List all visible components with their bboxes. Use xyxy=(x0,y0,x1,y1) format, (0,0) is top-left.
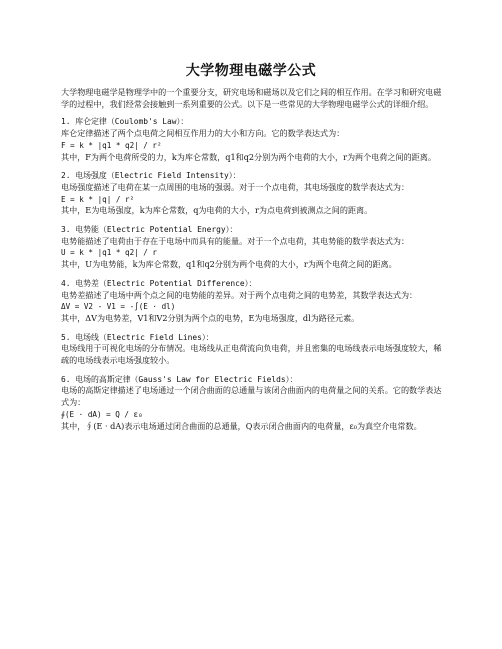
section-heading: 3. 电势能（Electric Potential Energy）： xyxy=(61,225,238,235)
section-heading: 6. 电场的高斯定律（Gauss's Law for Electric Fields）： xyxy=(61,374,298,384)
section-description: 电势差描述了电场中两个点之间的电势能的差异。对于两个点电荷之间的电势差，其数学表达式为： xyxy=(61,289,418,300)
section-coulomb-law xyxy=(61,116,449,163)
section-description: 电场的高斯定律描述了电场通过一个闭合曲面的总通量与该闭合曲面内的电荷量之间的关系。它的数学表达式为： xyxy=(61,385,442,408)
section-formula: ∮(E · dA) = Q / ε₀ xyxy=(61,409,143,419)
section-formula: ΔV = V2 - V1 = -∫(E · dl) xyxy=(61,302,176,312)
intro-paragraph: 大学物理电磁学是物理学中的一个重要分支，研究电场和磁场以及它们之间的相互作用。在学习和研究电磁学的过程中，我们经常会接触到一系列重要的公式。以下是一些常见的大学物理电磁学公式的详细介绍。 xyxy=(61,87,442,109)
section-formula: U = k * |q1 * q2| / r xyxy=(61,248,158,258)
section-explanation: 其中，∮(E · dA)表示电场通过闭合曲面的总通量，Q表示闭合曲面内的电荷量，ε₀为真空介电常数。 xyxy=(61,420,422,431)
document-title: 大学物理电磁学公式 xyxy=(185,63,317,79)
section-explanation: 其中，ΔV为电势差，V1和V2分别为两个点的电势，E为电场强度，dl为路径元素。 xyxy=(61,312,360,323)
section-description: 电势能描述了电荷由于存在于电场中而具有的能量。对于一个点电荷，其电势能的数学表达式为： xyxy=(61,235,410,246)
section-description: 电场线用于可视化电场的分布情况。电场线从正电荷流向负电荷，并且密集的电场线表示电场强度较大，稀疏的电场线表示电场强度较小。 xyxy=(61,343,442,366)
section-heading: 4. 电势差（Electric Potential Difference）： xyxy=(61,278,257,288)
section-description: 库仑定律描述了两个点电荷之间相互作用力的大小和方向。它的数学表达式为： xyxy=(61,128,345,139)
section-explanation: 其中，U为电势能，k为库仑常数，q1和q2分别为两个电荷的大小，r为两个电荷之间的距离。 xyxy=(61,259,397,270)
section-electric-potential-energy xyxy=(61,224,449,271)
section-explanation: 其中，E为电场强度，k为库仑常数，q为电荷的大小，r为点电荷到被测点之间的距离。 xyxy=(61,205,373,216)
document-body xyxy=(61,87,449,439)
section-description: 电场强度描述了电荷在某一点周围的电场的强弱。对于一个点电荷，其电场强度的数学表达式为： xyxy=(61,181,410,192)
section-gauss-law xyxy=(61,374,449,433)
section-heading: 2. 电场强度（Electric Field Intensity）： xyxy=(61,171,241,181)
section-formula: F = k * |q1 * q2| / r² xyxy=(61,140,162,150)
section-electric-field-lines xyxy=(61,332,449,367)
section-heading: 1. 库仑定律（Coulomb's Law）： xyxy=(61,117,189,127)
section-electric-field-intensity xyxy=(61,170,449,217)
section-electric-potential-difference xyxy=(61,278,449,325)
section-explanation: 其中，F为两个电荷所受的力，k为库仑常数，q1和q2分别为两个电荷的大小，r为两个电荷之间的距离。 xyxy=(61,151,436,162)
section-heading: 5. 电场线（Electric Field Lines）： xyxy=(61,332,214,342)
section-formula: E = k * |q| / r² xyxy=(61,194,135,204)
